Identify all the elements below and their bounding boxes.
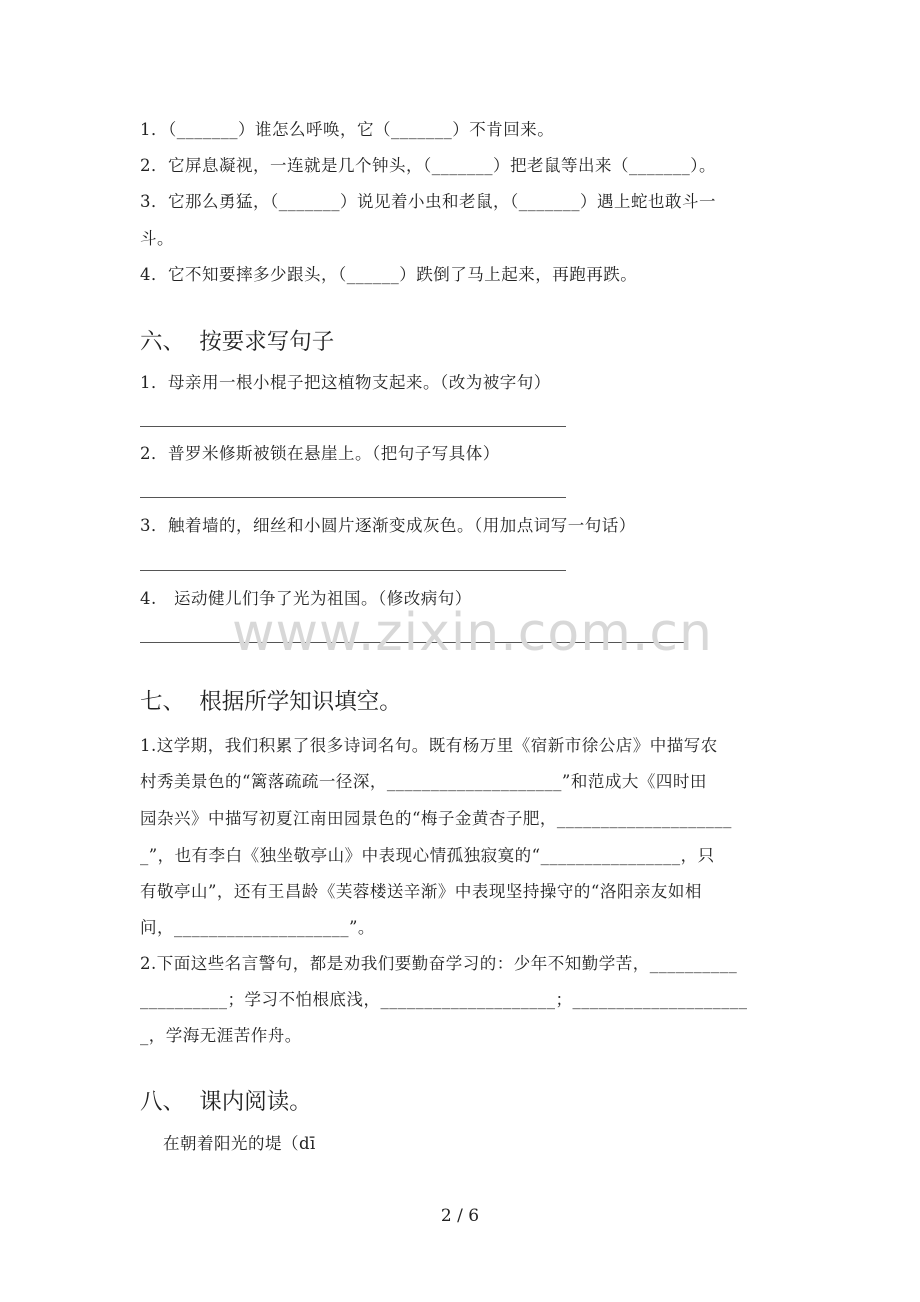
page-number: 2 / 6 bbox=[440, 1206, 480, 1226]
poem-line-5: 有敬亭山”，还有王昌龄《芙蓉楼送辛渐》中表现坚持操守的“洛阳亲友如相 bbox=[140, 882, 702, 901]
proverb-line-2: __________；学习不怕根底浅，____________________；____________________ bbox=[140, 990, 748, 1009]
answer-line-6-3 bbox=[140, 570, 566, 571]
section-six-heading: 六、 按要求写句子 bbox=[140, 329, 335, 355]
section-seven-heading: 七、 根据所学知识填空。 bbox=[140, 689, 402, 715]
question-6-4: 4. 运动健儿们争了光为祖国。（修改病句） bbox=[140, 589, 472, 608]
poem-line-2: 村秀美景色的“篱落疏疏一径深，____________________”和范成大《四时田 bbox=[140, 772, 707, 791]
poem-line-4: _”，也有李白《独坐敬亭山》中表现心情孤独寂寞的“________________，只 bbox=[140, 846, 715, 865]
section-eight-heading: 八、 课内阅读。 bbox=[140, 1089, 312, 1115]
question-6-3: 3．触着墙的，细丝和小圆片逐渐变成灰色。（用加点词写一句话） bbox=[140, 516, 636, 535]
answer-line-6-1 bbox=[140, 426, 566, 427]
question-6-1: 1．母亲用一根小棍子把这植物支起来。（改为被字句） bbox=[140, 373, 551, 392]
poem-line-6: 问，____________________”。 bbox=[140, 918, 375, 937]
proverb-line-1: 2.下面这些名言警句，都是劝我们要勤奋学习的：少年不知勤学苦，__________ bbox=[140, 954, 738, 973]
fill-line-3: 3．它那么勇猛，（_______）说见着小虫和老鼠，（_______）遇上蛇也敢斗一 bbox=[140, 192, 716, 211]
reading-text: 在朝着阳光的堤（dī bbox=[140, 1134, 316, 1153]
poem-line-1: 1.这学期，我们积累了很多诗词名句。既有杨万里《宿新市徐公店》中描写农 bbox=[140, 736, 718, 755]
answer-line-6-2 bbox=[140, 497, 566, 498]
fill-line-4: 4．它不知要摔多少跟头，（______）跌倒了马上起来，再跑再跌。 bbox=[140, 265, 638, 284]
proverb-line-3: _，学海无涯苦作舟。 bbox=[140, 1026, 302, 1045]
watermark: www.zixin.com.cn bbox=[232, 603, 713, 663]
fill-line-3-cont: 斗。 bbox=[140, 229, 174, 248]
fill-line-2: 2．它屏息凝视，一连就是几个钟头，（_______）把老鼠等出来（_______）。 bbox=[140, 156, 716, 175]
poem-line-3: 园杂兴》中描写初夏江南田园景色的“梅子金黄杏子肥，____________________ bbox=[140, 809, 732, 828]
fill-line-1: 1．（_______）谁怎么呼唤，它（_______）不肯回来。 bbox=[140, 120, 555, 139]
question-6-2: 2．普罗米修斯被锁在悬崖上。（把句子写具体） bbox=[140, 444, 500, 463]
